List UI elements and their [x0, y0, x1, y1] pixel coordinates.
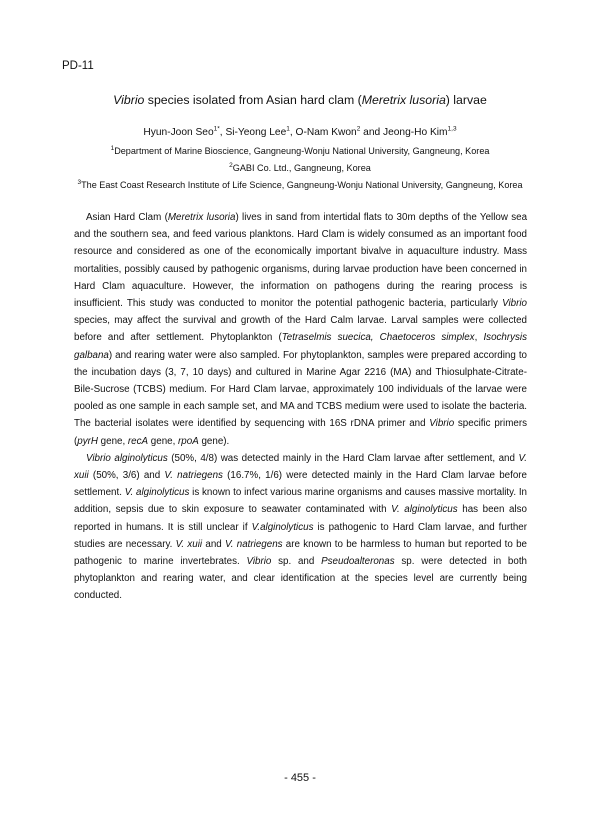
author-list: [0, 127, 600, 138]
author-1-affiliation: 1*: [213, 125, 220, 133]
author-2: , Si-Yeong Lee: [219, 127, 287, 138]
title-species: Meretrix lusoria: [361, 93, 446, 107]
affiliation-2: [0, 163, 600, 173]
affiliation-3-text: The East Coast Research Institute of Life Science, Gangneung-Wonju National University, Gangneung, Korea: [81, 180, 523, 190]
page-number: - 455 -: [284, 772, 316, 784]
abstract-paragraph-2: Vibrio alginolyticus (50%, 4/8) was detected mainly in the Hard Clam larvae after settlement, and V. xuii (50%, 3/6) and V. natriegens (16.7%, 1/6) were detected mainly in the Hard Clam larvae before settlement. V. alginolyticus is known to infect various marine organisms and causes massive mortality. In addition, sepsis due to skin exposure to seawater contaminated with V. alginolyticus has been also reported in humans. It is still unclear if V.alginolyticus is pathogenic to Hard Clam larvae, and further studies are necessary. V. xuii and V. natriegens are known to be harmless to human but reported to be pathogenic to marine invertebrates. Vibrio sp. and Pseudoalteronas sp. were detected in both phytoplankton and rearing water, and clear identification at the species level are currently being conducted.: [74, 452, 528, 602]
author-3: , O-Nam Kwon: [289, 127, 357, 138]
author-3-affiliation: 2: [356, 125, 361, 133]
title-genus: Vibrio: [113, 93, 145, 107]
affiliation-2-text: GABI Co. Ltd., Gangneung, Korea: [232, 163, 371, 173]
affiliation-3: [0, 180, 600, 190]
abstract-body: [74, 209, 527, 605]
affiliation-1-number: 1: [110, 144, 115, 152]
affiliation-3-number: 3: [77, 178, 82, 186]
author-4: and Jeong-Ho Kim: [360, 127, 448, 138]
affiliation-1: [0, 146, 600, 156]
title-text-end: ) larvae: [445, 93, 487, 107]
author-2-affiliation: 1: [286, 125, 290, 133]
abstract-paragraph-1: Asian Hard Clam (Meretrix lusoria) lives in sand from intertidal flats to 30m depths of the Yellow sea and the southern sea, and feed various planktons. Hard Clam is widely consumed as an important food resource and considered as one of the economically important bivalve in aquaculture industry. Mass mortalities, possibly caused by pathogenic organisms, during larvae production have been concerned in Hard Clam aquaculture. However, the information on pathogens during the rearing process is insufficient. This study was conducted to monitor the potential pathogenic bacteria, particularly Vibrio species, may affect the survival and growth of the Hard Calm larvae. Larval samples were collected before and after settlement. Phytoplankton (Tetraselmis suecica, Chaetoceros simplex, Isochrysis galbana) and rearing water were also sampled. For phytoplankton, samples were prepared according to the incubation days (3, 7, 10 days) and cultured in Marine Agar 2216 (MA) and Thiosulphate-Citrate-Bile-Sucrose (TCBS) medium. For Hard Clam larvae, approximately 100 individuals of the larvae were pooled as one sample in each sample set, and MA and TCBS medium were used to isolate the bacteria. The bacterial isolates were identified by sequencing with 16S rDNA primer and Vibrio specific primers (pyrH gene, recA gene, rpoA gene).: [74, 212, 528, 447]
paper-title: [0, 93, 600, 107]
affiliation-1-text: Department of Marine Bioscience, Gangneung-Wonju National University, Gangneung, Korea: [114, 146, 490, 156]
author-1: Hyun-Joon Seo: [143, 127, 214, 138]
title-text: species isolated from Asian hard clam (: [144, 93, 362, 107]
author-4-affiliation: 1,3: [447, 125, 457, 133]
affiliation-2-number: 2: [229, 161, 233, 169]
session-code: PD-11: [62, 60, 94, 72]
